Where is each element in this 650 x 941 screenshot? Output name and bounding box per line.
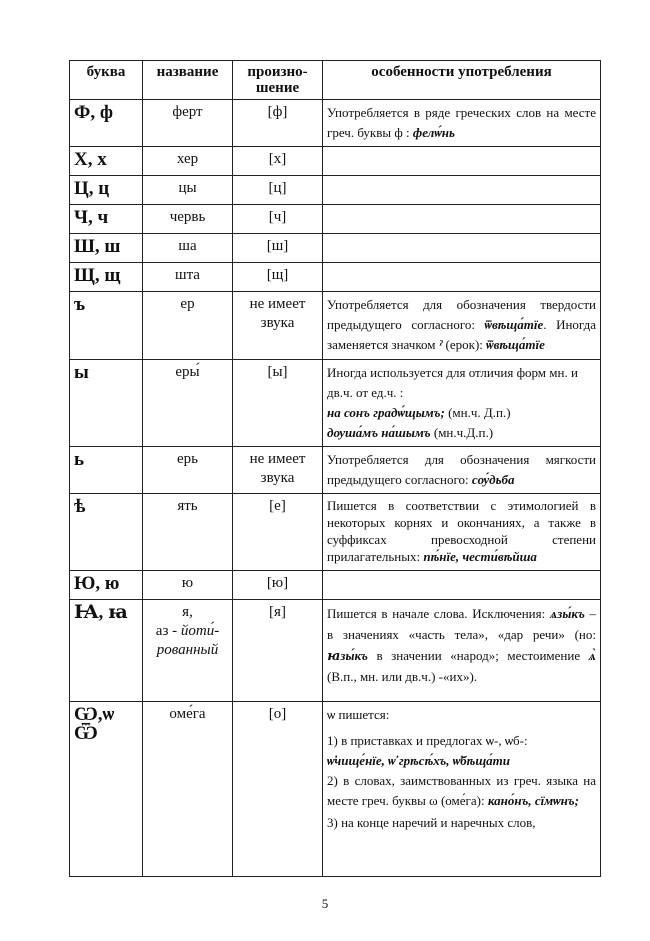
usage-paragraph [327,771,596,811]
usage-cell [323,176,601,205]
church-slavonic-word: кано́нъ, сїмѡнъ; [487,793,579,808]
pronunciation-cell: [ю] [233,571,323,600]
page-number: 5 [321,896,329,911]
usage-cell [323,205,601,234]
alphabet-table [69,60,601,877]
usage-text: в значении «народ»; местоимение [367,648,589,663]
usage-cell [323,600,601,702]
usage-cell [323,100,601,147]
church-slavonic-word: ѧзы́къ [549,606,585,621]
name-cell: ферт [143,100,233,147]
erok-sign: ˀ [438,337,443,352]
pronunciation-cell: не имеет звука [233,447,323,494]
pronunciation-cell: [ц] [233,176,323,205]
usage-text: Пишется в начале слова. Исключения: [327,606,550,621]
usage-cell [323,263,601,292]
header-letter: буква [70,61,143,100]
letter-cell: ь [70,447,143,494]
church-slavonic-phrase: дѹша́мъ на́шымъ [327,425,431,440]
name-cell: ять [143,494,233,571]
usage-text: Иногда используется для отличия форм мн. и дв.ч. от ед.ч. : [327,365,578,400]
letter-cell: Ф, ф [70,100,143,147]
name-text: аз - [155,623,181,639]
letter-cell: Щ, щ [70,263,143,292]
pronunciation-cell: [щ] [233,263,323,292]
name-cell: ю [143,571,233,600]
letter-text: Ѿ [74,723,98,744]
usage-text: (ерок): [442,337,487,352]
letter-cell: Ꙗ, ꙗ [70,600,143,702]
pronunciation-cell: не имеет звука [233,292,323,360]
pronunciation-cell: [х] [233,147,323,176]
letter-cell: Ш, ш [70,234,143,263]
letter-cell: ъ [70,292,143,360]
pronunciation-cell: [о] [233,702,323,877]
name-cell: шта [143,263,233,292]
usage-text: – в значениях «часть тела», «дар речи» (но: [327,606,597,642]
name-cell: цы [143,176,233,205]
usage-cell [323,292,601,360]
name-cell [143,600,233,702]
usage-text: Пишется в соответствии с этимологией в некоторых корнях и окончаниях, а также в суффиксах превосходной степени прилагательных: [327,498,596,564]
pronunciation-cell: [ф] [233,100,323,147]
church-slavonic-word: фелѡ́нь [412,125,455,140]
name-cell: ша [143,234,233,263]
header-pronunciation: произно-шение [233,61,323,100]
usage-text: 2) в словах, заимствованных из греч. языка на месте греч. буквы ω (оме́га): [327,773,596,808]
pronunciation-cell: [ч] [233,205,323,234]
letter-cell: ы [70,360,143,447]
church-slavonic-phrase: ѡ̓чище́нїе, ѡ̓ грѣсѣ́хъ, ѡ̓бѣща́ти [327,753,511,768]
usage-cell [323,702,601,877]
letter-cell [70,702,143,877]
usage-cell [323,234,601,263]
usage-text: . Иногда заменяется значком [327,317,596,352]
letter-cell: ѣ [70,494,143,571]
church-slavonic-word: ѧ̀ [588,648,596,663]
church-slavonic-phrase: на сонъ градѡ́щымъ; [327,405,445,420]
pronunciation-cell: [ш] [233,234,323,263]
name-cell: ер [143,292,233,360]
usage-text: (мн.ч.Д.п.) [430,425,494,440]
usage-text: (В.п., мн. или дв.ч.) -«их»). [327,669,478,684]
usage-text: Употребляется для обозначения твердости предыдущего согласного: [327,297,596,332]
name-cell: оме́га [143,702,233,877]
church-slavonic-word: ѿвѣща́тїе [486,337,545,352]
letter-cell: Х, х [70,147,143,176]
name-text: я, [182,604,193,620]
usage-text: (мн.ч. Д.п.) [444,405,511,420]
pronunciation-cell: [я] [233,600,323,702]
name-cell: хер [143,147,233,176]
church-slavonic-word: ѿвѣща́тїе [484,317,544,332]
church-slavonic-word: ꙗзы́къ [327,648,368,663]
header-usage: особенности употребления [323,61,601,100]
usage-text: 1) в приставках и предлогах ѡ-, ѡб-: [327,733,528,748]
name-cell: ерь [143,447,233,494]
letter-cell: Ч, ч [70,205,143,234]
usage-cell [323,147,601,176]
usage-text: Употребляется в ряде греческих слов на месте греч. буквы ф : [327,105,596,140]
usage-text: Употребляется для обозначения мягкости предыдущего согласного: [327,452,596,487]
usage-cell [323,494,601,571]
usage-cell [323,360,601,447]
letter-cell: Ц, ц [70,176,143,205]
letter-cell: Ю, ю [70,571,143,600]
usage-cell [323,571,601,600]
usage-text: 3) на конце наречий и наречных слов, [327,815,536,830]
pronunciation-cell: [е] [233,494,323,571]
letter-text: Ѡ,ѡ [74,704,115,725]
church-slavonic-word: пѣ́нїе, чести́вѣйша [423,549,537,564]
name-cell: червь [143,205,233,234]
name-italic: йоти́-рованный [156,623,220,658]
name-cell: еры́ [143,360,233,447]
usage-cell [323,447,601,494]
church-slavonic-word: сѹ́дьба [471,472,515,487]
usage-text: ѡ пишется: [327,707,390,722]
pronunciation-cell: [ы] [233,360,323,447]
header-name: название [143,61,233,100]
